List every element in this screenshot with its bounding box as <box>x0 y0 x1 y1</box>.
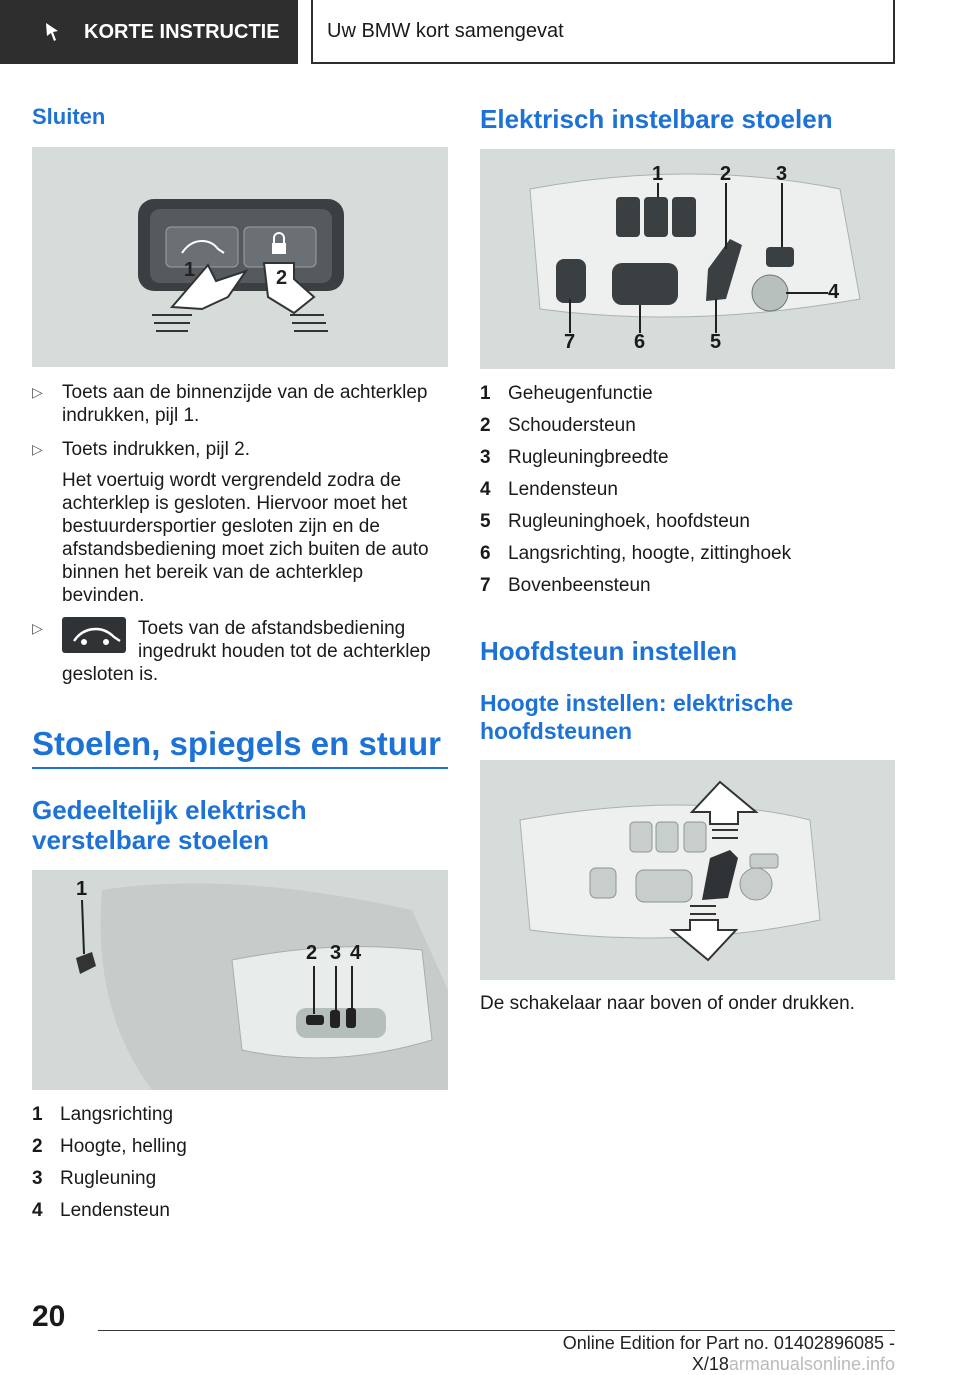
item-label: Langsrichting <box>60 1104 174 1125</box>
triangle-bullet-icon: ▷ <box>32 620 43 636</box>
list-item <box>32 1131 187 1163</box>
footer-rule <box>98 1330 895 1331</box>
page-number: 20 <box>32 1300 66 1333</box>
figure-callout: 7 <box>564 331 576 353</box>
edition-text: Online Edition for Part no. 01402896085 - X/18 <box>562 1333 895 1374</box>
headrest-subheading: Hoogte instellen: elektrische hoofdsteunen <box>480 690 794 744</box>
list-item <box>480 442 791 474</box>
list-item <box>32 1099 187 1131</box>
figure-callout: 5 <box>710 331 722 353</box>
item-number: 2 <box>32 1136 43 1157</box>
item-number: 7 <box>480 575 491 596</box>
figure-callout: 2 <box>276 267 288 289</box>
figure-callout: 6 <box>634 331 646 353</box>
item-label: Bovenbeensteun <box>508 575 651 596</box>
main-heading: Stoelen, spiegels en stuur <box>32 725 441 762</box>
list-item <box>32 381 448 427</box>
section-tab[interactable] <box>0 0 298 64</box>
figure-callout: 1 <box>184 259 196 281</box>
tailgate-car-icon <box>62 617 126 653</box>
step-text: Toets aan de binnenzijde van de achterklep indrukken, pijl 1. <box>62 382 428 426</box>
item-number: 3 <box>32 1168 43 1189</box>
step-text: Toets van de afstandsbediening ingedrukt houden tot de achterklep gesloten is. <box>62 618 431 685</box>
list-item <box>480 410 791 442</box>
triangle-bullet-icon: ▷ <box>32 441 43 457</box>
item-label: Rugleuninghoek, hoofdsteun <box>508 511 750 532</box>
tailgate-button-figure <box>32 147 448 367</box>
item-label: Schoudersteun <box>508 415 636 436</box>
footer-edition <box>480 1333 895 1375</box>
figure-callout: 4 <box>828 281 840 303</box>
figure-callout: 3 <box>330 942 342 964</box>
watermark-text: armanualsonline.info <box>728 1354 895 1374</box>
heading-rule <box>32 767 448 769</box>
item-label: Hoogte, helling <box>60 1136 187 1157</box>
list-item <box>32 438 448 607</box>
list-item <box>480 506 791 538</box>
item-number: 1 <box>32 1104 43 1125</box>
item-number: 2 <box>480 415 491 436</box>
figure-callout: 1 <box>76 878 88 900</box>
item-number: 1 <box>480 383 491 404</box>
list-item <box>480 474 791 506</box>
section-tab-label: KORTE INSTRUCTIE <box>84 20 280 43</box>
seat-legend <box>32 1099 187 1227</box>
item-label: Lendensteun <box>60 1200 170 1221</box>
step-text: Toets indrukken, pijl 2. <box>62 439 250 460</box>
item-number: 4 <box>480 479 491 500</box>
item-number: 3 <box>480 447 491 468</box>
list-item <box>32 617 448 686</box>
figure-callout: 2 <box>306 942 318 964</box>
figure-callout: 2 <box>720 163 732 185</box>
list-item <box>32 1195 187 1227</box>
chapter-title-text: Uw BMW kort samengevat <box>327 19 564 42</box>
triangle-bullet-icon: ▷ <box>32 384 43 400</box>
step-with-icon <box>62 617 448 686</box>
item-label: Lendensteun <box>508 479 618 500</box>
list-item <box>32 1163 187 1195</box>
sub-heading: Gedeeltelijk elektrisch verstelbare stoelen <box>32 795 307 855</box>
seat-figure <box>32 870 448 1090</box>
electric-seats-heading: Elektrisch instelbare stoelen <box>480 104 833 134</box>
item-label: Langsrichting, hoogte, zittinghoek <box>508 543 792 564</box>
seat-controls-figure <box>480 149 895 369</box>
headrest-figure <box>480 760 895 980</box>
sluiten-heading: Sluiten <box>32 104 106 129</box>
list-item <box>480 378 791 410</box>
figure-callout: 1 <box>652 163 664 185</box>
headrest-heading: Hoofdsteun instellen <box>480 636 738 666</box>
list-item <box>480 570 791 602</box>
item-label: Geheugenfunctie <box>508 383 653 404</box>
item-number: 4 <box>32 1200 43 1221</box>
item-number: 6 <box>480 543 491 564</box>
chapter-title <box>311 0 895 64</box>
figure-callout: 3 <box>776 163 788 185</box>
controls-legend <box>480 378 791 602</box>
item-label: Rugleuning <box>60 1168 157 1189</box>
list-item <box>480 538 791 570</box>
item-number: 5 <box>480 511 491 532</box>
headrest-caption: De schakelaar naar boven of onder drukken. <box>480 993 855 1014</box>
arrow-icon <box>44 21 64 43</box>
item-label: Rugleuningbreedte <box>508 447 669 468</box>
step-note: Het voertuig wordt vergrendeld zodra de achterklep is gesloten. Hiervoor moet het bestuurdersportier gesloten zijn en de afstandsbediening moet zich buiten de auto binnen het bereik van de achterklep bevinden. <box>62 470 429 606</box>
figure-callout: 4 <box>350 942 362 964</box>
